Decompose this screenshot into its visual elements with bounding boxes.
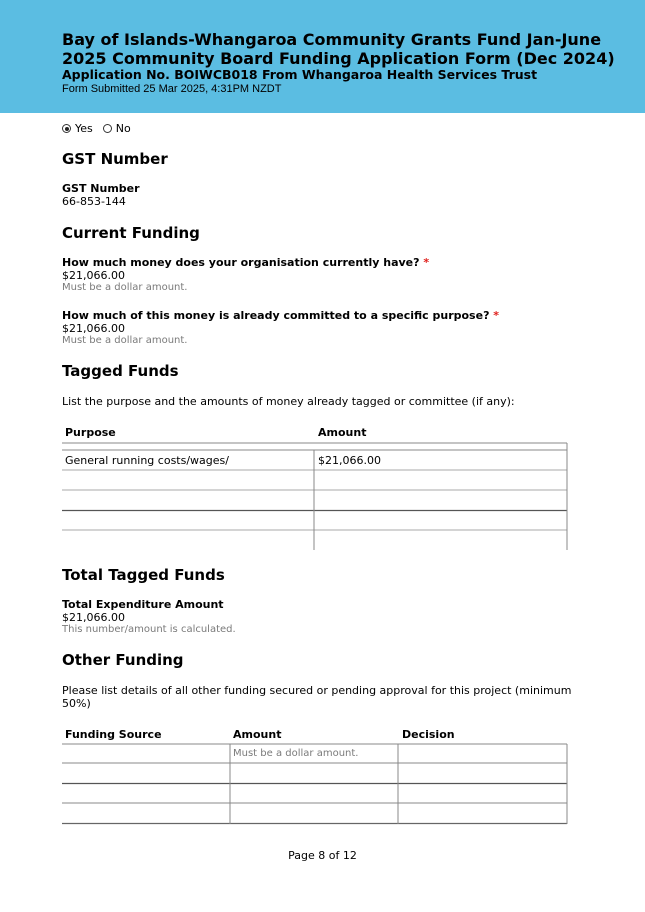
gst-label: GST Number bbox=[62, 182, 140, 195]
tagged-row-amount: $21,066.00 bbox=[318, 454, 381, 467]
committed-money-value: $21,066.00 bbox=[62, 322, 125, 335]
tagged-funds-intro: List the purpose and the amounts of money already tagged or committee (if any): bbox=[62, 395, 515, 408]
form-title: Bay of Islands-Whangaroa Community Grants Fund Jan-June 2025 Community Board Funding Application Form (Dec 2024) bbox=[62, 30, 615, 68]
total-expenditure-value: $21,066.00 bbox=[62, 611, 125, 624]
current-money-value: $21,066.00 bbox=[62, 269, 125, 282]
radio-yes-label: Yes bbox=[75, 122, 93, 135]
other-amount-column-header: Amount bbox=[233, 728, 282, 741]
application-number: Application No. BOIWCB018 From Whangaroa Health Services Trust bbox=[62, 67, 538, 82]
tagged-row-purpose: General running costs/wages/ bbox=[65, 454, 229, 467]
required-marker: * bbox=[493, 309, 500, 322]
gst-section-title: GST Number bbox=[62, 150, 168, 168]
committed-money-label: How much of this money is already committed to a specific purpose? bbox=[62, 309, 490, 322]
purpose-column-header: Purpose bbox=[65, 426, 116, 439]
current-money-label: How much money does your organisation currently have? bbox=[62, 256, 420, 269]
committed-money-hint: Must be a dollar amount. bbox=[62, 335, 188, 346]
required-marker: * bbox=[423, 256, 430, 269]
other-funding-intro: Please list details of all other funding secured or pending approval for this project (minimum 50%) bbox=[62, 684, 572, 710]
gst-value: 66-853-144 bbox=[62, 195, 126, 208]
other-amount-hint: Must be a dollar amount. bbox=[233, 748, 359, 759]
submitted-timestamp: Form Submitted 25 Mar 2025, 4:31PM NZDT bbox=[62, 83, 282, 95]
total-tagged-funds-title: Total Tagged Funds bbox=[62, 566, 225, 584]
amount-column-header: Amount bbox=[318, 426, 367, 439]
decision-column-header: Decision bbox=[402, 728, 455, 741]
funding-source-column-header: Funding Source bbox=[65, 728, 162, 741]
tagged-funds-title: Tagged Funds bbox=[62, 362, 179, 380]
current-funding-title: Current Funding bbox=[62, 224, 200, 242]
current-money-hint: Must be a dollar amount. bbox=[62, 282, 188, 293]
radio-no-label: No bbox=[115, 122, 131, 135]
total-expenditure-label: Total Expenditure Amount bbox=[62, 598, 224, 611]
total-expenditure-hint: This number/amount is calculated. bbox=[62, 624, 236, 635]
page-number: Page 8 of 12 bbox=[288, 849, 357, 862]
other-funding-title: Other Funding bbox=[62, 651, 184, 669]
